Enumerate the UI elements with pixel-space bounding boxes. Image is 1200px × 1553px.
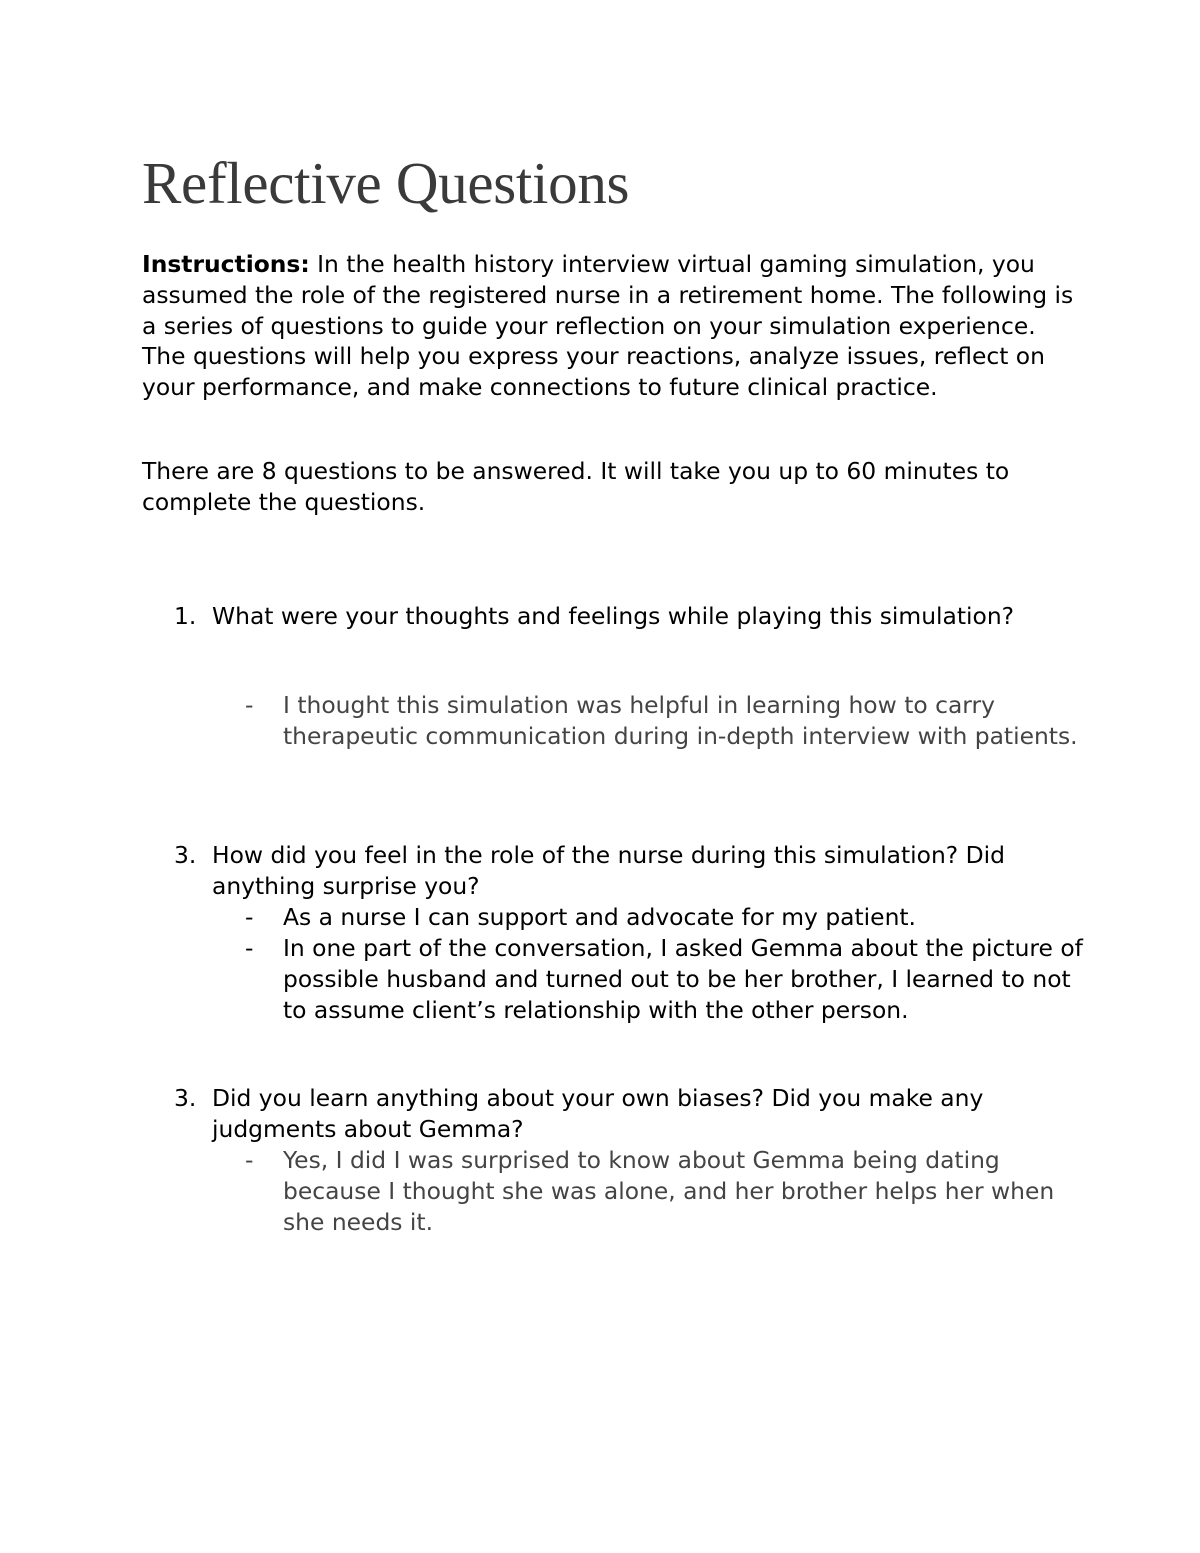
question-number: 3. — [174, 1084, 197, 1112]
answer-item — [245, 902, 1085, 933]
bullet-dash: - — [245, 1146, 254, 1174]
answer-text: As a nurse I can support and advocate for my patient. — [283, 903, 916, 931]
answer-item — [245, 690, 1085, 752]
question-text: How did you feel in the role of the nurse during this simulation? Did anything surprise you? — [212, 841, 1006, 900]
answer-text: Yes, I did I was surprised to know about Gemma being dating because I thought she was alone, and her brother helps her when she needs it. — [283, 1146, 1055, 1236]
question-item — [174, 840, 1074, 902]
answer-text: I thought this simulation was helpful in learning how to carry therapeutic communication during in-depth interview with patients. — [283, 691, 1078, 750]
bullet-dash: - — [245, 934, 254, 962]
instructions-text: In the health history interview virtual gaming simulation, you assumed the role of the registered nurse in a retirement home. The following is a series of questions to guide your reflection on your simulation experience. The questions will help you express your reactions, analyze issues, reflect on your performance, and make connections to future clinical practice. — [142, 250, 1074, 402]
answer-item — [245, 1145, 1085, 1237]
bullet-dash: - — [245, 691, 254, 719]
bullet-dash: - — [245, 903, 254, 931]
question-text: Did you learn anything about your own biases? Did you make any judgments about Gemma? — [212, 1084, 984, 1143]
answer-text: In one part of the conversation, I asked Gemma about the picture of possible husband and turned out to be her brother, I learned to not to assume client’s relationship with the other person. — [283, 934, 1083, 1024]
answer-item — [245, 933, 1085, 1025]
question-text: What were your thoughts and feelings while playing this simulation? — [212, 602, 1015, 630]
instructions-paragraph — [142, 249, 1082, 403]
question-item — [174, 601, 1074, 632]
summary-paragraph: There are 8 questions to be answered. It will take you up to 60 minutes to complete the questions. — [142, 457, 1010, 516]
instructions-label: Instructions: — [142, 250, 310, 278]
question-item — [174, 1083, 1074, 1145]
question-number: 3. — [174, 841, 197, 869]
page-title: Reflective Questions — [142, 150, 630, 216]
question-number: 1. — [174, 602, 197, 630]
